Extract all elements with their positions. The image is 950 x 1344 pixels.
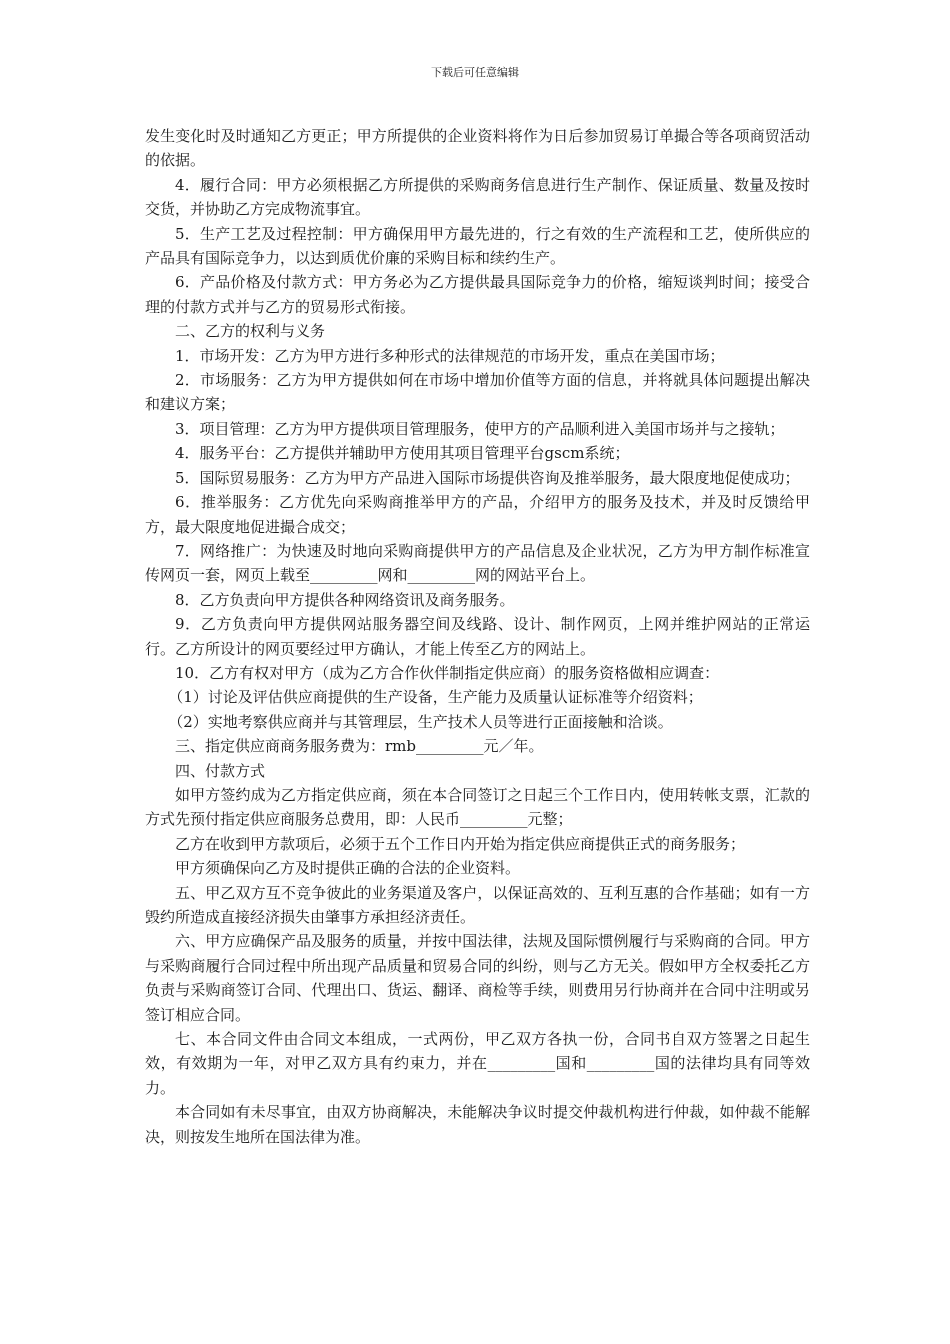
- paragraph: 4．服务平台：乙方提供并辅助甲方使用其项目管理平台gscm系统；: [175, 444, 630, 463]
- list-item: （2）实地考察供应商并与其管理层，生产技术人员等进行正面接触和洽谈。: [168, 712, 673, 731]
- paragraph: 六、甲方应确保产品及服务的质量，并按中国法律，法规及国际惯例履行与采购商的合同。甲方与采购商履行合同过程中所出现产品质量和贸易合同的纠纷，则与乙方无关。假如甲方全权委托乙方负责与采购商签订合同、代理出口、货运、翻译、商检等手续，则费用另行协商并在合同中注明或另签订相应合同。: [145, 932, 810, 1024]
- section-heading: 二、乙方的权利与义务: [175, 322, 326, 341]
- section-heading: 四、付款方式: [175, 761, 266, 780]
- paragraph: 3．项目管理：乙方为甲方提供项目管理服务，使甲方的产品顺利进入美国市场并与之接轨；: [175, 419, 785, 438]
- paragraph: 10．乙方有权对甲方（成为乙方合作伙伴制指定供应商）的服务资格做相应调查：: [175, 663, 720, 682]
- paragraph: 甲方须确保向乙方及时提供正确的合法的企业资料。: [175, 859, 521, 878]
- page-header: 下载后可任意编辑: [431, 66, 519, 79]
- paragraph: 6．产品价格及付款方式：甲方务必为乙方提供最具国际竞争力的价格，缩短谈判时间；接受合理的付款方式并与乙方的贸易形式衔接。: [145, 273, 810, 316]
- paragraph: 4．履行合同：甲方必须根据乙方所提供的采购商务信息进行生产制作、保证质量、数量及按时交货，并协助乙方完成物流事宜。: [145, 175, 810, 219]
- paragraph: 5．生产工艺及过程控制：甲方确保用甲方最先进的，行之有效的生产流程和工艺，使所供应的产品具有国际竞争力，以达到质优价廉的采购目标和续约生产。: [145, 224, 810, 268]
- paragraph: 本合同如有未尽事宜，由双方协商解决，未能解决争议时提交仲裁机构进行仲裁，如仲裁不能解决，则按发生地所在国法律为准。: [145, 1103, 810, 1146]
- list-item: （1）讨论及评估供应商提供的生产设备，生产能力及质量认证标准等介绍资料；: [168, 688, 703, 707]
- paragraph: 如甲方签约成为乙方指定供应商，须在本合同签订之日起三个工作日内，使用转帐支票，汇款的方式先预付指定供应商服务总费用，即：人民币_________元整；: [145, 785, 810, 829]
- paragraph: 乙方在收到甲方款项后，必须于五个工作日内开始为指定供应商提供正式的商务服务；: [175, 834, 746, 853]
- paragraph: 9．乙方负责向甲方提供网站服务器空间及线路、设计、制作网页，上网并维护网站的正常运行。乙方所设计的网页要经过甲方确认，才能上传至乙方的网站上。: [145, 615, 810, 658]
- paragraph: 五、甲乙双方互不竞争彼此的业务渠道及客户，以保证高效的、互利互惠的合作基础；如有一方毁约所造成直接经济损失由肇事方承担经济责任。: [145, 883, 810, 926]
- paragraph: 发生变化时及时通知乙方更正；甲方所提供的企业资料将作为日后参加贸易订单撮合等各项商贸活动的依据。: [145, 127, 810, 170]
- paragraph: 1．市场开发：乙方为甲方进行多种形式的法律规范的市场开发，重点在美国市场；: [175, 346, 725, 365]
- section-heading: 三、指定供应商商务服务费为：rmb_________元／年。: [175, 737, 544, 756]
- paragraph: 2．市场服务：乙方为甲方提供如何在市场中增加价值等方面的信息，并将就具体问题提出解决和建议方案；: [145, 371, 810, 414]
- paragraph: 七、本合同文件由合同文本组成，一式两份，甲乙双方各执一份，合同书自双方签署之日起生效，有效期为一年，对甲乙双方具有约束力，并在_________国和_________国的法律均具有同等效力。: [145, 1030, 810, 1097]
- document-body: [145, 124, 810, 1149]
- paragraph: 6．推举服务：乙方优先向采购商推举甲方的产品，介绍甲方的服务及技术，并及时反馈给甲方，最大限度地促进撮合成交；: [145, 493, 810, 536]
- paragraph: 5．国际贸易服务：乙方为甲方产品进入国际市场提供咨询及推举服务，最大限度地促使成功；: [175, 468, 800, 487]
- paragraph: 7．网络推广：为快速及时地向采购商提供甲方的产品信息及企业状况，乙方为甲方制作标准宣传网页一套，网页上载至_________网和_________网的网站平台上。: [145, 541, 810, 585]
- paragraph: 8．乙方负责向甲方提供各种网络资讯及商务服务。: [175, 590, 515, 609]
